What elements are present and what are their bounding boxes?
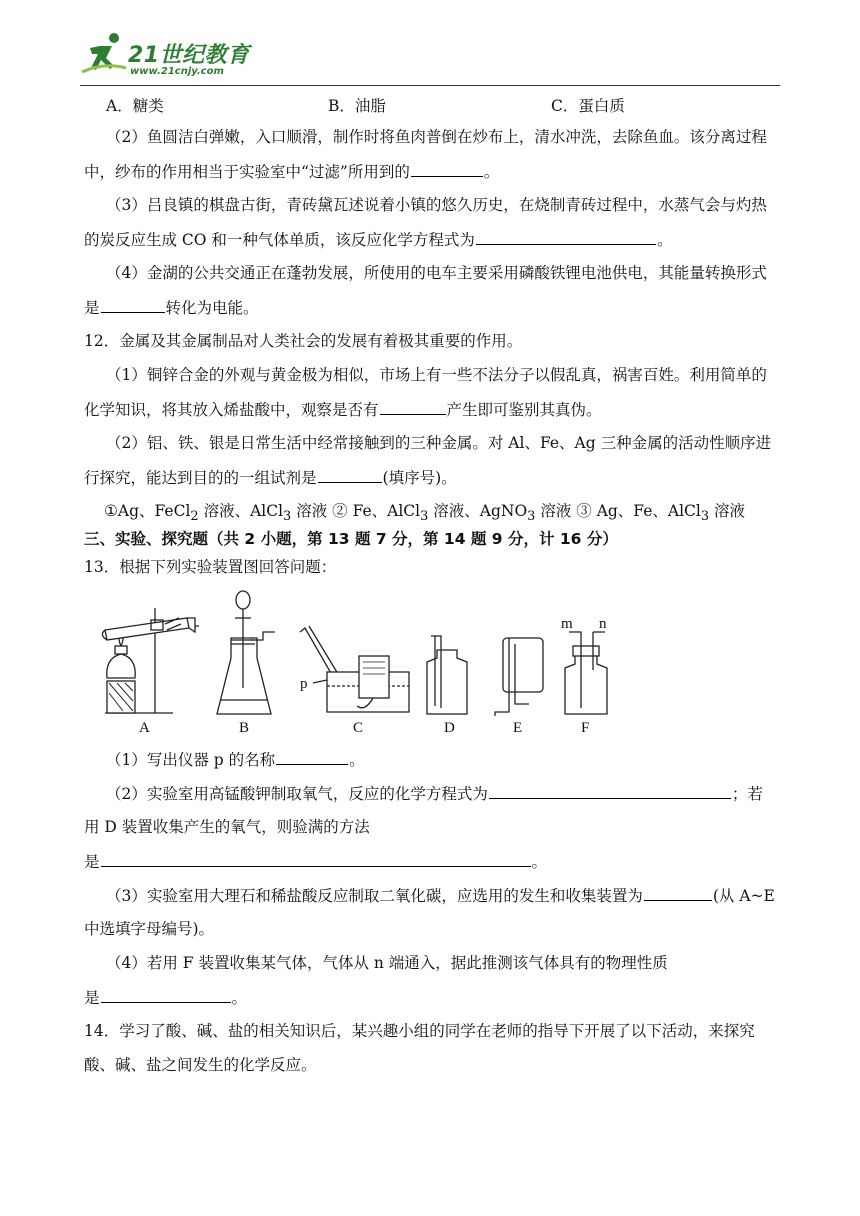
prev-q2-line2 [84, 160, 499, 183]
q13-p3-line1 [106, 884, 775, 907]
q13-p1-text: （1）写出仪器 p 的名称 [106, 751, 276, 769]
q13-p4-text: 是 [84, 989, 100, 1007]
prev-q3-line2 [84, 228, 672, 251]
q14-line1: 14．学习了酸、碱、盐的相关知识后，某兴趣小组的同学在老师的指导下开展了以下活动，来探究 [84, 1022, 755, 1040]
q12-reagent-options [104, 500, 745, 528]
prev-q3-line1: （3）吕良镇的棋盘古街，青砖黛瓦述说着小镇的悠久历史，在烧制青砖过程中，水蒸气会与灼热 [106, 196, 767, 214]
q13-p3-text: （3）实验室用大理石和稀盐酸反应制取二氧化碳，应选用的发生和收集装置为 [106, 887, 643, 905]
prev-q2-line1: （2）鱼圆洁白弹嫩，入口顺滑，制作时将鱼肉普倒在炒布上，清水冲洗，去除鱼血。该分离过程 [106, 128, 767, 146]
figure-label-c: C [353, 720, 364, 736]
logo-title: 21世纪教育 [128, 43, 250, 68]
running-man-icon [80, 28, 128, 76]
q13-p2-l3-end: 。 [531, 853, 548, 871]
apparatus-f [565, 632, 607, 714]
label-p: p [300, 676, 308, 692]
apparatus-b [217, 591, 275, 714]
lab-apparatus-figure [95, 588, 655, 738]
q13-p4-end: 。 [231, 989, 248, 1007]
answer-blank[interactable] [101, 986, 231, 1003]
reagent-option-3: ③ Ag、Fe、AlCl$_3$ 溶液 [576, 502, 746, 525]
prev-q4-line1: （4）金湖的公共交通正在蓬勃发展，所使用的电车主要采用磷酸铁锂电池供电，其能量转换形式 [106, 264, 767, 282]
q13-p2-text: （2）实验室用高锰酸钾制取氧气，反应的化学方程式为 [106, 785, 488, 803]
q12-p2-line2 [84, 466, 457, 489]
apparatus-c [300, 626, 409, 712]
label-n: n [599, 616, 607, 632]
prev-q4-line2 [84, 296, 259, 319]
label-m: m [561, 616, 573, 632]
logo-url: www.21cnjy.com [130, 66, 224, 77]
answer-blank[interactable] [380, 398, 446, 415]
q13-stem: 13．根据下列实验装置图回答问题： [84, 558, 337, 576]
answer-blank[interactable] [318, 466, 382, 483]
page-header [80, 28, 780, 88]
header-divider [80, 85, 780, 86]
reagent-option-1: ①Ag、FeCl$_2$ 溶液、AlCl$_3$ 溶液 [104, 502, 328, 525]
prev-q4-text: 是 [84, 299, 100, 317]
answer-blank[interactable] [489, 782, 731, 799]
figure-label-f: F [581, 720, 590, 736]
figure-label-d: D [444, 720, 455, 736]
answer-blank[interactable] [411, 160, 483, 177]
q12-p2-end: (填序号)。 [382, 469, 457, 487]
answer-blank[interactable] [101, 296, 165, 313]
prev-q3-end: 。 [656, 231, 673, 249]
answer-blank[interactable] [101, 850, 531, 867]
q12-p1-line1: （1）铜锌合金的外观与黄金极为相似，市场上有一些不法分子以假乱真，祸害百姓。利用简单的 [106, 366, 767, 384]
option-c: C．蛋白质 [551, 97, 625, 115]
option-a: A．糖类 [106, 97, 164, 115]
apparatus-a [102, 608, 199, 713]
reagent-option-2: ② Fe、AlCl$_3$ 溶液、AgNO$_3$ 溶液 [332, 502, 572, 525]
q13-p2-l3-text: 是 [84, 853, 100, 871]
q13-p2-line2: 用 D 装置收集产生的氧气，则验满的方法 [84, 818, 370, 836]
q12-p1-text: 化学知识，将其放入烯盐酸中，观察是否有 [84, 401, 379, 419]
q12-p1-end: 产生即可鉴别其真伪。 [446, 401, 602, 419]
prev-q2-text: 中，纱布的作用相当于实验室中“过滤”所用到的 [84, 163, 410, 181]
q13-p2-line3 [84, 850, 547, 873]
figure-label-b: B [239, 720, 250, 736]
q12-stem: 12．金属及其金属制品对人类社会的发展有着极其重要的作用。 [84, 332, 523, 350]
prev-q4-end: 转化为电能。 [165, 299, 259, 317]
q13-p4-line2 [84, 986, 247, 1009]
q13-p1-end: 。 [349, 751, 365, 769]
answer-blank[interactable] [476, 228, 656, 245]
section-title: 三、实验、探究题（共 2 小题，第 13 题 7 分，第 14 题 9 分，计 16 分） [84, 530, 618, 548]
option-b: B．油脂 [328, 97, 386, 115]
q13-p3-end: (从 A~E [712, 887, 775, 905]
answer-blank[interactable] [644, 884, 712, 901]
q12-p1-line2 [84, 398, 602, 421]
apparatus-d [427, 636, 467, 714]
q13-p2-end: ；若 [731, 785, 763, 803]
answer-blank[interactable] [276, 748, 348, 765]
apparatus-e [495, 638, 543, 716]
q14-line2: 酸、碱、盐之间发生的化学反应。 [84, 1056, 317, 1074]
q13-p2-line1 [106, 782, 763, 805]
prev-q2-end: 。 [483, 163, 500, 181]
q12-p2-line1: （2）铝、铁、银是日常生活中经常接触到的三种金属。对 Al、Fe、Ag 三种金属的活动性顺序进 [106, 434, 772, 452]
q12-p2-text: 行探究，能达到目的的一组试剂是 [84, 469, 317, 487]
figure-label-a: A [139, 720, 150, 736]
prev-q3-text: 的炭反应生成 CO 和一种气体单质，该反应化学方程式为 [84, 231, 475, 249]
q13-p3-line2: 中选填字母编号)。 [84, 920, 215, 938]
q13-p1 [106, 748, 365, 771]
figure-label-e: E [513, 720, 523, 736]
q13-p4-line1: （4）若用 F 装置收集某气体，气体从 n 端通入，据此推测该气体具有的物理性质 [106, 954, 668, 972]
